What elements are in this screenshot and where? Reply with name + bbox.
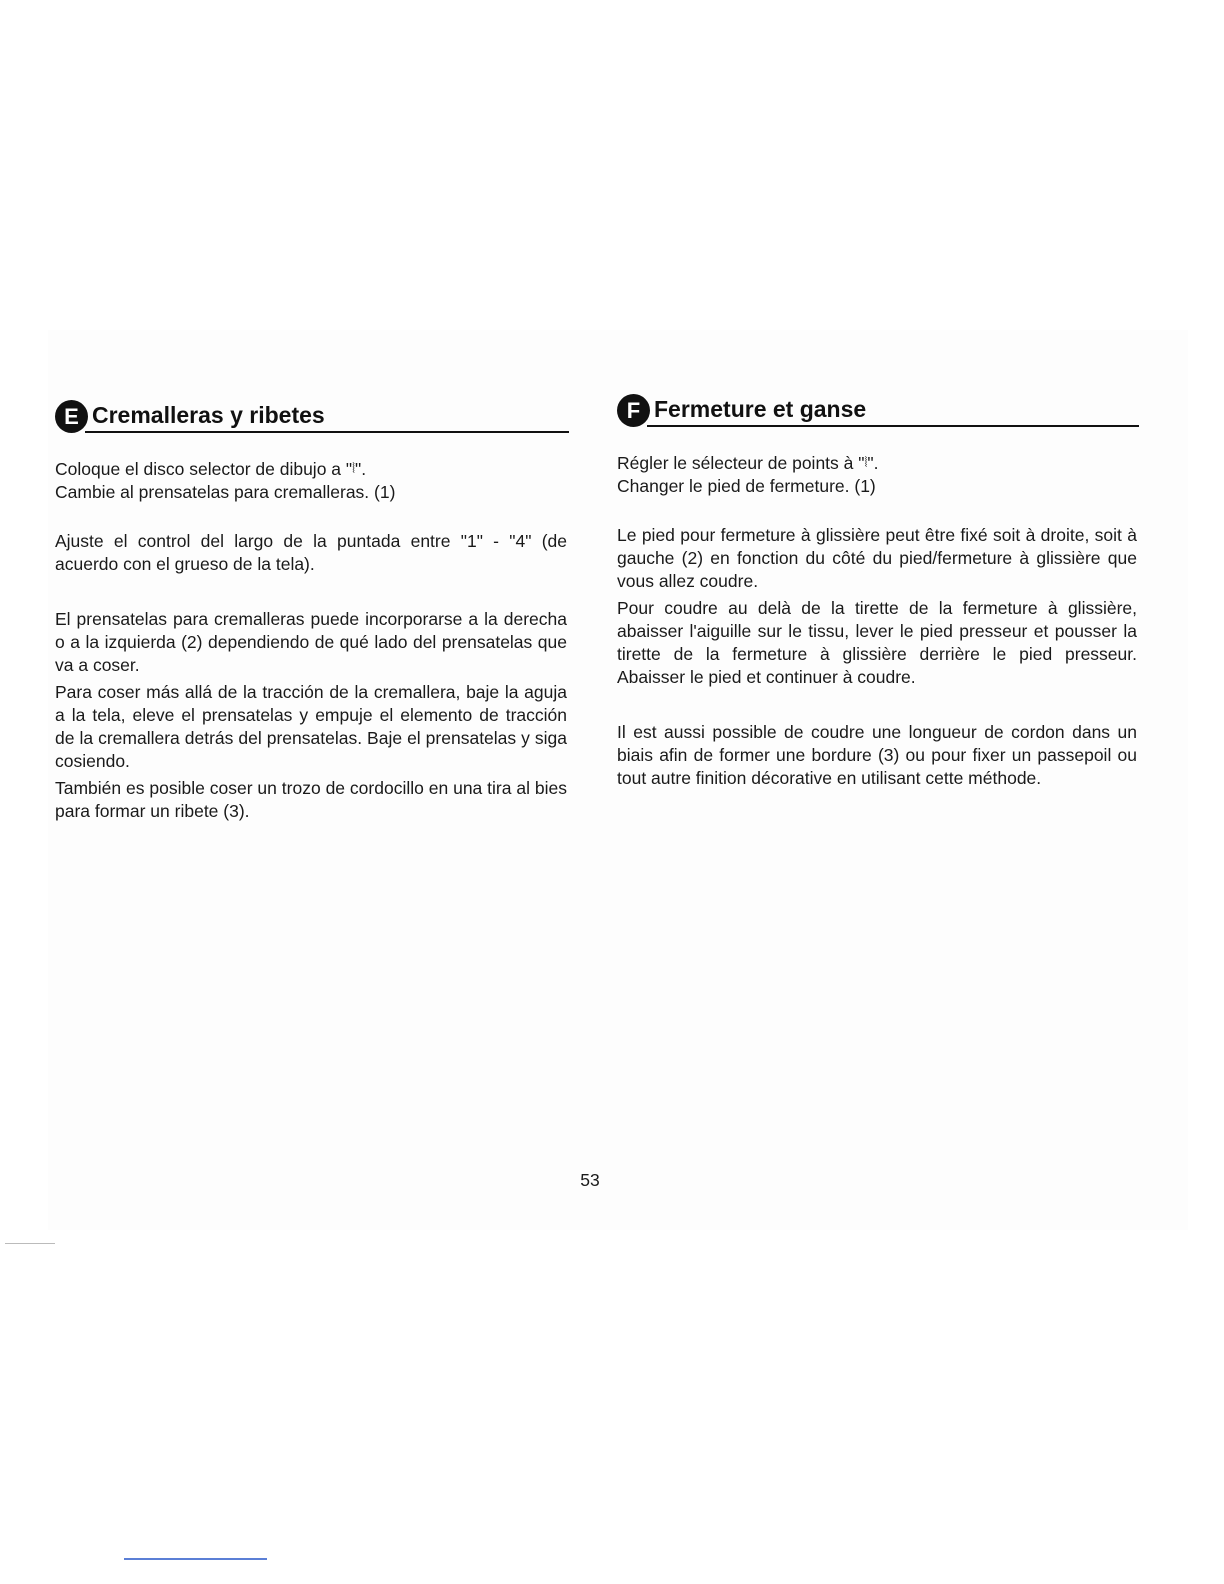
paragraph-cording-es: También es posible coser un trozo de cordocillo en una tira al bies para formar un ribete (3). <box>55 778 567 821</box>
section-title-fr: Fermeture et ganse <box>654 396 867 422</box>
paragraph-stitch-length-es: Ajuste el control del largo de la puntada entre "1" - "4" (de acuerdo con el grueso de la tela). <box>55 531 567 574</box>
page-number: 53 <box>580 1170 600 1190</box>
intro-line-2-fr: Changer le pied de fermeture. (1) <box>617 476 876 496</box>
spanish-section <box>55 398 567 823</box>
paragraph-cording-fr: Il est aussi possible de coudre une longueur de cordon dans un biais afin de former une bordure (3) ou pour fixer un passepoil ou tout autre finition décorative en utilisant cette méthode. <box>617 722 1137 788</box>
paragraph-sew-past-pull-es: Para coser más allá de la tracción de la cremallera, baje la aguja a la tela, eleve el prensatelas y empuje el elemento de tracción de la cremallera detrás del prensatelas. Baje el prensatelas y siga cosiendo. <box>55 682 567 771</box>
paragraph-foot-position-fr: Le pied pour fermeture à glissière peut être fixé soit à droite, soit à gauche (2) en fonction du côté du pied/fermeture à glissière que vous allez coudre. <box>617 525 1137 591</box>
scan-edge-mark <box>5 1243 55 1244</box>
paragraph-sew-past-pull-fr: Pour coudre au delà de la tirette de la fermeture à glissière, abaisser l'aiguille sur le tissu, lever le pied presseur et pousser la tirette de la fermeture à glissière derrière le pied presseur. Abaisser le pied et continuer à coudre. <box>617 598 1137 687</box>
heading-rule <box>85 431 569 433</box>
heading-rule <box>647 425 1139 427</box>
intro-line-1-es: Coloque el disco selector de dibujo a "⦚". <box>55 459 367 479</box>
scan-bottom-mark <box>124 1558 267 1560</box>
french-heading <box>617 392 1137 430</box>
stitch-symbol-icon: ⦚ <box>864 454 868 470</box>
paragraph-foot-position-es: El prensatelas para cremalleras puede incorporarse a la derecha o a la izquierda (2) dependiendo de qué lado del prensatelas que va a coser. <box>55 609 567 675</box>
spanish-heading <box>55 398 567 436</box>
stitch-symbol-icon: ⦚ <box>352 460 356 476</box>
intro-line-1-fr: Régler le sélecteur de points à "⦚". <box>617 453 879 473</box>
language-badge-f: F <box>617 394 650 427</box>
language-badge-e: E <box>55 400 88 433</box>
section-title-es: Cremalleras y ribetes <box>92 402 325 428</box>
french-section <box>617 392 1137 790</box>
intro-line-2-es: Cambie al prensatelas para cremalleras. (1) <box>55 482 396 502</box>
